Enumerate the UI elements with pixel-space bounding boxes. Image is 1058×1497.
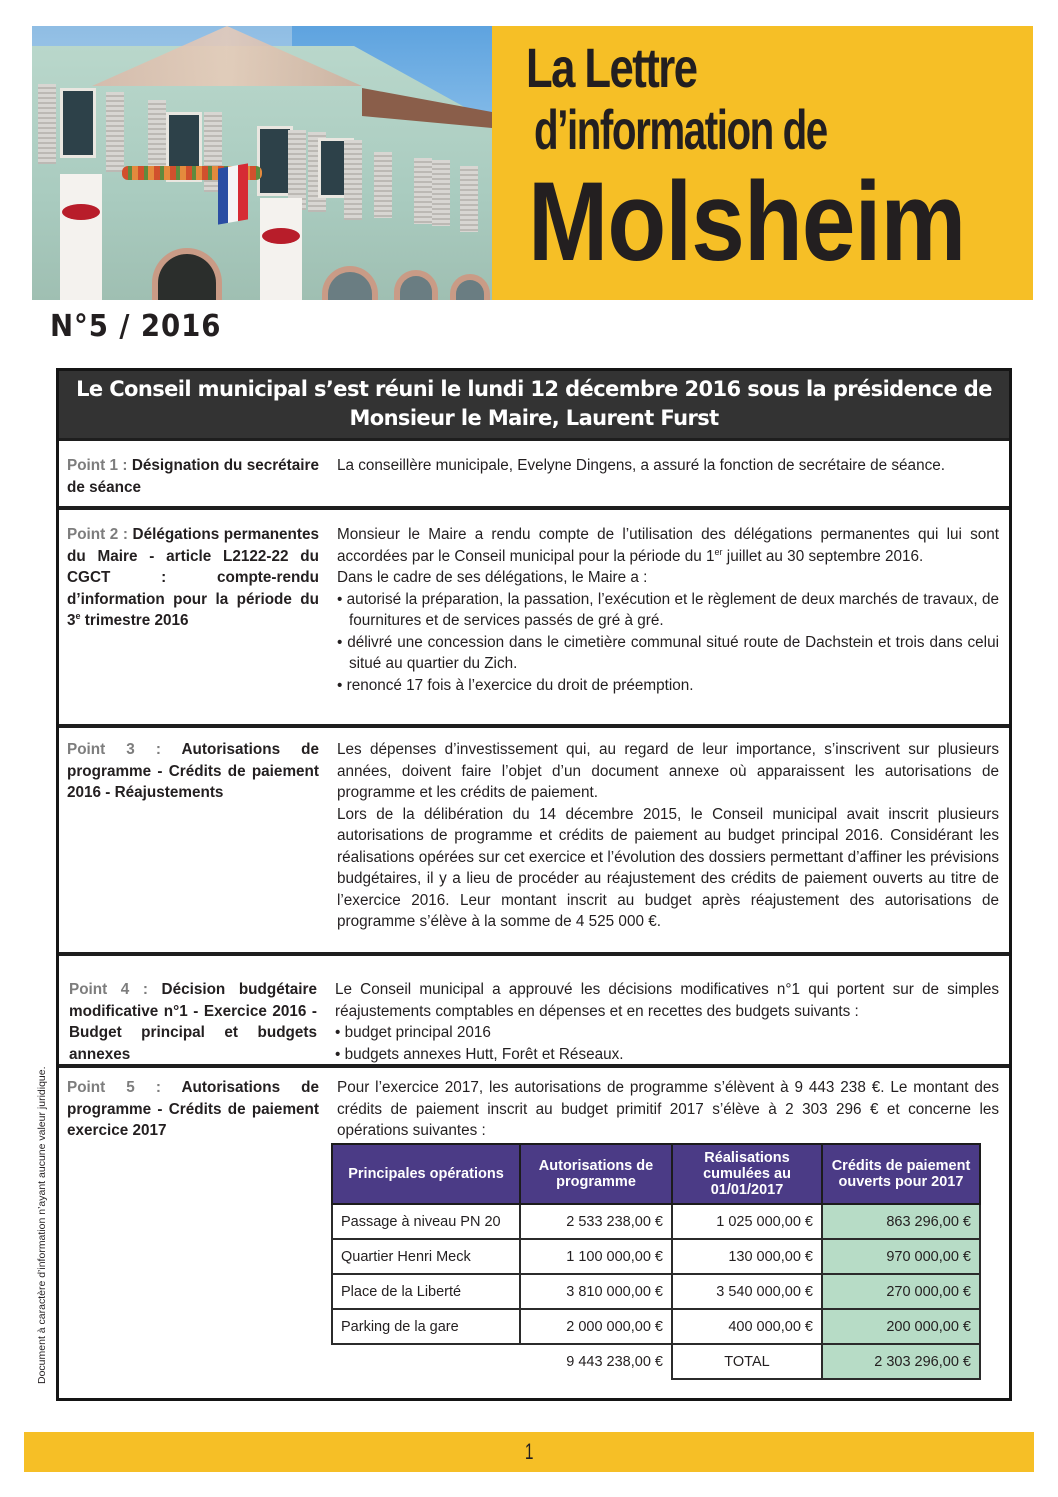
bullet-item: • renoncé 17 fois à l’exercice du droit de préemption. xyxy=(337,676,694,694)
point-title: Autorisations de programme - Crédits de paiement exercice 2017 xyxy=(67,1079,320,1139)
point-title: Décision budgétaire modificative n°1 - Exercice 2016 - Budget principal et budgets annexes xyxy=(69,981,318,1063)
point-label xyxy=(67,1077,319,1402)
paragraph-text: Monsieur le Maire a rendu compte de l’utilisation des délégations permanentes qui lui sont accordées par le Conseil municipal pour la période du 1 xyxy=(337,526,999,565)
operation-name: Quartier Henri Meck xyxy=(332,1239,520,1274)
bugatti-logo xyxy=(262,228,300,244)
point-paragraph: Dans le cadre de ses délégations, le Maire a : xyxy=(337,569,648,586)
french-flag xyxy=(218,163,248,224)
agenda-point-2 xyxy=(59,506,1009,724)
photo-window xyxy=(60,88,96,158)
agenda-point-3 xyxy=(59,724,1009,952)
column-header-authorisations: Autorisations de programme xyxy=(520,1144,672,1204)
point-body xyxy=(337,524,999,724)
table-row xyxy=(332,1274,980,1309)
point-body xyxy=(337,739,999,952)
photo-shutter xyxy=(344,140,362,220)
point-label xyxy=(67,524,319,724)
point-paragraph xyxy=(337,524,999,567)
masthead xyxy=(492,26,1033,300)
point-title: Désignation du secrétaire de séance xyxy=(67,457,319,496)
bullet-item: • budget principal 2016 xyxy=(335,1024,491,1041)
realisation-amount: 3 540 000,00 € xyxy=(672,1274,822,1309)
total-authorisations: 9 443 238,00 € xyxy=(566,1354,663,1370)
authorisation-amount: 1 100 000,00 € xyxy=(520,1239,672,1274)
point-paragraph: Le Conseil municipal a approuvé les décisions modificatives n°1 qui portent sur de simples réajustements comptables en dépenses et en recettes des budgets suivants : xyxy=(335,981,999,1020)
point-paragraph: La conseillère municipale, Evelyne Dingens, a assuré la fonction de secrétaire de séance. xyxy=(337,457,945,474)
table-row xyxy=(332,1204,980,1239)
authorisation-amount: 2 533 238,00 € xyxy=(520,1204,672,1239)
town-hall-photo xyxy=(32,26,492,300)
authorisation-amount: 2 000 000,00 € xyxy=(520,1309,672,1344)
point-paragraph: Les dépenses d’investissement qui, au regard de leur importance, s’inscrivent sur plusieurs années, doivent faire l’objet d’un document annexe où apparaissent les autorisations de programme et les crédits de paiement. xyxy=(337,741,999,801)
legal-disclaimer: Document à caractère d’information n’ayant aucune valeur juridique. xyxy=(36,1066,48,1384)
payment-credit-amount: 270 000,00 € xyxy=(822,1274,980,1309)
payment-credit-amount: 200 000,00 € xyxy=(822,1309,980,1344)
photo-shutter xyxy=(460,166,478,232)
paragraph-text-end: juillet au 30 septembre 2016. xyxy=(722,547,924,565)
programme-authorisations-table xyxy=(331,1143,981,1380)
point-title-end: trimestre 2016 xyxy=(80,612,189,629)
table-header-row xyxy=(332,1144,980,1204)
operation-name: Place de la Liberté xyxy=(332,1274,520,1309)
column-header-realisations: Réalisations cumulées au 01/01/2017 xyxy=(672,1144,822,1204)
photo-shutter xyxy=(374,152,392,218)
bugatti-banner xyxy=(60,174,102,300)
bugatti-banner xyxy=(260,198,302,300)
point-label xyxy=(69,979,317,1064)
operation-name: Passage à niveau PN 20 xyxy=(332,1204,520,1239)
council-heading: Le Conseil municipal s’est réuni le lundi 12 décembre 2016 sous la présidence de Monsieur le Maire, Laurent Furst xyxy=(59,371,1009,438)
photo-shutter xyxy=(106,92,124,172)
table-row xyxy=(332,1239,980,1274)
point-title: Autorisations de programme - Crédits de paiement 2016 - Réajustements xyxy=(67,741,320,801)
point-paragraph: Lors de la délibération du 14 décembre 2015, le Conseil municipal avait inscrit plusieurs autorisations de programme et crédits de paiement au budget principal 2016. Considérant les réalisations opérées sur cet exercice et l’évolution des dossiers permettant d’affiner les prévisions budgétaires, il y a lieu de procéder au réajustement des crédits de paiement ouverts au titre de l’exercice 2016. Leur montant inscrit au budget après réajustement des autorisations de programme s’élève à la somme de 4 525 000 €. xyxy=(337,805,999,930)
agenda-point-4 xyxy=(59,952,1009,1064)
agenda-point-1 xyxy=(59,438,1009,506)
point-label xyxy=(67,739,319,952)
table-total-row xyxy=(332,1344,980,1379)
bullet-item: • budgets annexes Hutt, Forêt et Réseaux. xyxy=(335,1045,624,1063)
point-number: Point 4 : xyxy=(69,981,148,998)
realisation-amount: 1 025 000,00 € xyxy=(672,1204,822,1239)
masthead-line-2: d’information de xyxy=(534,98,827,161)
page-number: 1 xyxy=(524,1439,534,1464)
point-number: Point 2 : xyxy=(67,526,128,543)
column-header-payment-credits: Crédits de paiement ouverts pour 2017 xyxy=(822,1144,980,1204)
point-number: Point 5 : xyxy=(67,1079,161,1096)
point-number: Point 1 : xyxy=(67,457,128,474)
council-report xyxy=(56,368,1012,1401)
bugatti-logo xyxy=(62,204,100,220)
payment-credit-amount: 863 296,00 € xyxy=(822,1204,980,1239)
realisation-amount: 130 000,00 € xyxy=(672,1239,822,1274)
authorisation-amount: 3 810 000,00 € xyxy=(520,1274,672,1309)
issue-number: N°5 / 2016 xyxy=(50,309,222,344)
table-row xyxy=(332,1309,980,1344)
bullet-item: • délivré une concession dans le cimetière communal situé route de Dachstein et trois dans celui situé au quartier du Zich. xyxy=(337,633,999,672)
page-footer xyxy=(24,1432,1034,1472)
column-header-operations: Principales opérations xyxy=(332,1144,520,1204)
ordinal-suffix: er xyxy=(714,546,723,557)
point-number: Point 3 : xyxy=(67,741,161,758)
point-title: Délégations permanentes du Maire - article L2122-22 du CGCT : compte-rendu d’information pour la période du 3 xyxy=(67,526,320,629)
empty-cell xyxy=(332,1344,520,1379)
total-payment-credits: 2 303 296,00 € xyxy=(822,1344,980,1379)
realisation-amount: 400 000,00 € xyxy=(672,1309,822,1344)
point-body xyxy=(335,979,999,1064)
photo-shutter xyxy=(414,158,432,224)
operation-name: Parking de la gare xyxy=(332,1309,520,1344)
payment-credit-amount: 970 000,00 € xyxy=(822,1239,980,1274)
point-label xyxy=(67,455,319,506)
masthead-line-1: La Lettre xyxy=(526,36,697,99)
masthead-town-name: Molsheim xyxy=(528,159,966,284)
photo-shutter xyxy=(38,84,56,164)
photo-shutter xyxy=(432,160,450,226)
bullet-item: • autorisé la préparation, la passation, l’exécution et le règlement de deux marchés de travaux, de fournitures et de services passés de gré à gré. xyxy=(337,590,999,629)
ordinal-suffix: e xyxy=(75,610,81,621)
point-body xyxy=(337,455,999,506)
point-paragraph: Pour l’exercice 2017, les autorisations de programme s’élèvent à 9 443 238 €. Le montant des crédits de paiement inscrit au budget primitif 2017 s’élève à 2 303 296 € et concerne les opérations suivantes : xyxy=(337,1079,999,1139)
total-label: TOTAL xyxy=(672,1344,822,1379)
